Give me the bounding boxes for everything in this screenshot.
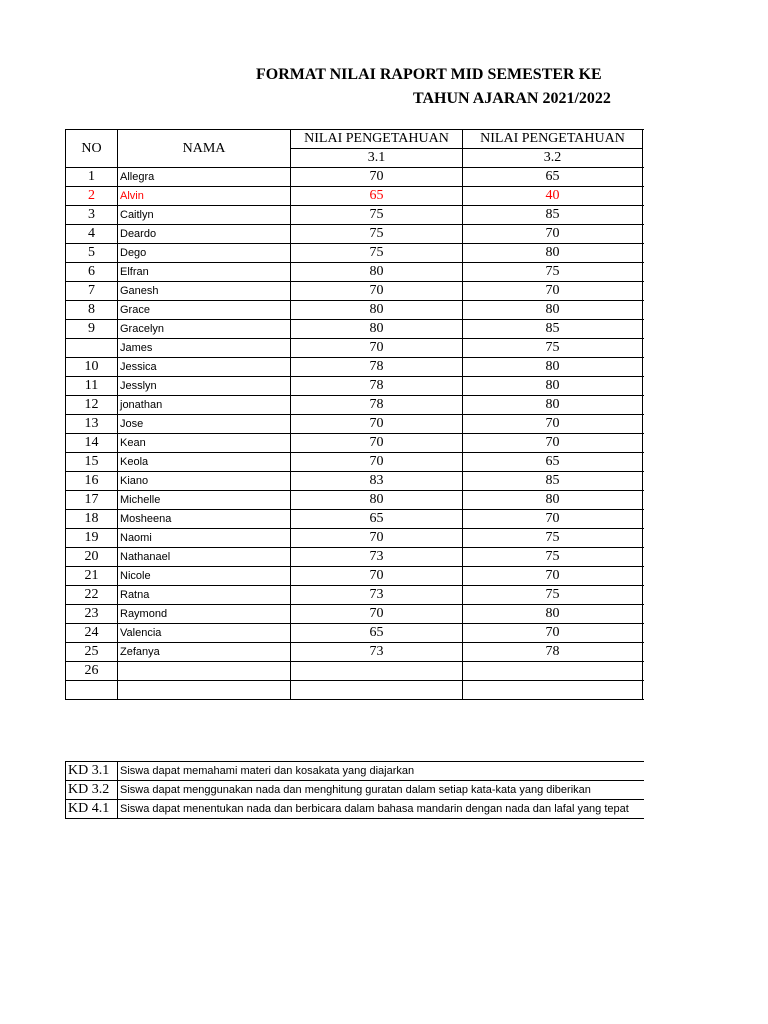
row-number: 6	[66, 263, 118, 282]
row-number: 1	[66, 168, 118, 187]
table-row	[66, 244, 645, 263]
nilai-3-1: 70	[291, 529, 463, 548]
nilai-3-2: 80	[463, 491, 643, 510]
extra-cell	[643, 586, 645, 605]
nilai-3-1: 73	[291, 586, 463, 605]
student-name: Gracelyn	[118, 320, 291, 339]
row-number: 9	[66, 320, 118, 339]
nilai-3-1: 70	[291, 605, 463, 624]
nilai-3-1: 65	[291, 187, 463, 206]
nilai-3-2: 65	[463, 168, 643, 187]
table-row	[66, 358, 645, 377]
extra-cell	[643, 434, 645, 453]
nilai-3-2: 78	[463, 643, 643, 662]
table-row	[66, 225, 645, 244]
nilai-3-1: 75	[291, 206, 463, 225]
extra-cell	[643, 662, 645, 681]
nilai-3-2: 40	[463, 187, 643, 206]
kd-description: Siswa dapat menggunakan nada dan menghitung guratan dalam setiap kata-kata yang diberikan	[118, 781, 645, 800]
nilai-3-1: 73	[291, 643, 463, 662]
nilai-3-1: 78	[291, 358, 463, 377]
row-number: 19	[66, 529, 118, 548]
extra-cell	[643, 263, 645, 282]
student-name: Raymond	[118, 605, 291, 624]
table-row	[66, 681, 645, 700]
table-row	[66, 472, 645, 491]
student-name: Michelle	[118, 491, 291, 510]
nilai-3-1: 73	[291, 548, 463, 567]
nilai-3-2: 70	[463, 282, 643, 301]
extra-cell	[643, 320, 645, 339]
row-number: 3	[66, 206, 118, 225]
extra-cell	[643, 453, 645, 472]
table-row	[66, 510, 645, 529]
extra-cell	[643, 396, 645, 415]
row-number: 22	[66, 586, 118, 605]
nilai-3-2	[463, 662, 643, 681]
row-number: 2	[66, 187, 118, 206]
student-name: Nathanael	[118, 548, 291, 567]
row-number: 21	[66, 567, 118, 586]
nilai-3-1: 75	[291, 225, 463, 244]
row-number: 26	[66, 662, 118, 681]
row-number: 25	[66, 643, 118, 662]
student-name: Deardo	[118, 225, 291, 244]
student-name: Jessica	[118, 358, 291, 377]
student-name	[118, 662, 291, 681]
nilai-3-1: 70	[291, 168, 463, 187]
nilai-3-1: 75	[291, 244, 463, 263]
nilai-3-2: 70	[463, 567, 643, 586]
row-number	[66, 681, 118, 700]
report-title: FORMAT NILAI RAPORT MID SEMESTER KE	[256, 66, 602, 83]
row-number: 17	[66, 491, 118, 510]
table-row	[66, 168, 645, 187]
student-name: Zefanya	[118, 643, 291, 662]
nilai-3-1: 78	[291, 377, 463, 396]
kd-row	[66, 781, 645, 800]
table-row	[66, 605, 645, 624]
student-name	[118, 681, 291, 700]
extra-cell	[643, 206, 645, 225]
extra-cell	[643, 567, 645, 586]
table-row	[66, 453, 645, 472]
student-name: Dego	[118, 244, 291, 263]
row-number: 13	[66, 415, 118, 434]
col-nilai1-header: NILAI PENGETAHUAN	[291, 130, 463, 149]
student-name: jonathan	[118, 396, 291, 415]
table-row	[66, 263, 645, 282]
col-extra-header	[643, 130, 645, 168]
kd-table	[65, 761, 644, 819]
extra-cell	[643, 339, 645, 358]
extra-cell	[643, 510, 645, 529]
row-number: 10	[66, 358, 118, 377]
nilai-3-2: 70	[463, 510, 643, 529]
table-row	[66, 339, 645, 358]
student-name: Kiano	[118, 472, 291, 491]
nilai-3-1: 80	[291, 320, 463, 339]
student-name: Alvin	[118, 187, 291, 206]
nilai-3-2: 80	[463, 244, 643, 263]
col-no-header: NO	[66, 130, 118, 168]
nilai-3-2	[463, 681, 643, 700]
col-nilai2-kd: 3.2	[463, 149, 643, 168]
student-name: Nicole	[118, 567, 291, 586]
nilai-3-1: 70	[291, 339, 463, 358]
nilai-3-2: 85	[463, 320, 643, 339]
extra-cell	[643, 168, 645, 187]
student-name: Elfran	[118, 263, 291, 282]
nilai-3-2: 80	[463, 396, 643, 415]
nilai-3-2: 85	[463, 206, 643, 225]
student-name: Ratna	[118, 586, 291, 605]
extra-cell	[643, 377, 645, 396]
nilai-3-1: 80	[291, 491, 463, 510]
table-row	[66, 282, 645, 301]
row-number: 20	[66, 548, 118, 567]
extra-cell	[643, 415, 645, 434]
extra-cell	[643, 187, 645, 206]
extra-cell	[643, 301, 645, 320]
extra-cell	[643, 472, 645, 491]
student-name: Jose	[118, 415, 291, 434]
row-number: 12	[66, 396, 118, 415]
student-name: Grace	[118, 301, 291, 320]
nilai-3-2: 85	[463, 472, 643, 491]
kd-description: Siswa dapat menentukan nada dan berbicara dalam bahasa mandarin dengan nada dan lafal yang tepat	[118, 800, 645, 819]
nilai-3-2: 80	[463, 358, 643, 377]
nilai-3-1: 65	[291, 510, 463, 529]
extra-cell	[643, 244, 645, 263]
row-number: 24	[66, 624, 118, 643]
nilai-3-2: 80	[463, 301, 643, 320]
table-row	[66, 643, 645, 662]
table-row	[66, 491, 645, 510]
row-number	[66, 339, 118, 358]
nilai-3-1: 70	[291, 453, 463, 472]
table-row	[66, 586, 645, 605]
col-nama-header: NAMA	[118, 130, 291, 168]
nilai-3-2: 75	[463, 548, 643, 567]
row-number: 23	[66, 605, 118, 624]
nilai-3-2: 75	[463, 529, 643, 548]
table-row	[66, 434, 645, 453]
nilai-3-2: 75	[463, 263, 643, 282]
nilai-3-1: 70	[291, 567, 463, 586]
table-row	[66, 320, 645, 339]
kd-description: Siswa dapat memahami materi dan kosakata yang diajarkan	[118, 762, 645, 781]
table-row	[66, 206, 645, 225]
extra-cell	[643, 529, 645, 548]
student-name: Ganesh	[118, 282, 291, 301]
nilai-3-1: 70	[291, 282, 463, 301]
kd-code: KD 3.2	[66, 781, 118, 800]
kd-code: KD 3.1	[66, 762, 118, 781]
academic-year-title: TAHUN AJARAN 2021/2022	[413, 90, 611, 107]
student-name: Keola	[118, 453, 291, 472]
extra-cell	[643, 282, 645, 301]
kd-table-container	[65, 761, 644, 821]
kd-row	[66, 800, 645, 819]
nilai-3-2: 70	[463, 434, 643, 453]
header-row	[66, 130, 645, 149]
nilai-3-1: 70	[291, 434, 463, 453]
col-nilai1-kd: 3.1	[291, 149, 463, 168]
table-row	[66, 529, 645, 548]
nilai-3-1: 78	[291, 396, 463, 415]
nilai-3-2: 80	[463, 377, 643, 396]
student-name: Mosheena	[118, 510, 291, 529]
table-row	[66, 377, 645, 396]
row-number: 8	[66, 301, 118, 320]
row-number: 7	[66, 282, 118, 301]
nilai-3-2: 75	[463, 586, 643, 605]
kd-code: KD 4.1	[66, 800, 118, 819]
extra-cell	[643, 624, 645, 643]
table-row	[66, 662, 645, 681]
extra-cell	[643, 605, 645, 624]
extra-cell	[643, 358, 645, 377]
nilai-3-1: 80	[291, 301, 463, 320]
extra-cell	[643, 548, 645, 567]
student-name: Allegra	[118, 168, 291, 187]
table-row	[66, 624, 645, 643]
nilai-3-1: 70	[291, 415, 463, 434]
table-row	[66, 548, 645, 567]
table-row	[66, 396, 645, 415]
nilai-3-2: 75	[463, 339, 643, 358]
col-nilai2-header: NILAI PENGETAHUAN	[463, 130, 643, 149]
kd-row	[66, 762, 645, 781]
nilai-3-2: 80	[463, 605, 643, 624]
nilai-3-2: 70	[463, 225, 643, 244]
nilai-3-1	[291, 662, 463, 681]
student-name: Naomi	[118, 529, 291, 548]
row-number: 4	[66, 225, 118, 244]
nilai-3-1: 80	[291, 263, 463, 282]
nilai-3-1: 83	[291, 472, 463, 491]
nilai-3-2: 70	[463, 624, 643, 643]
student-name: Jesslyn	[118, 377, 291, 396]
extra-cell	[643, 491, 645, 510]
row-number: 15	[66, 453, 118, 472]
nilai-3-1	[291, 681, 463, 700]
row-number: 14	[66, 434, 118, 453]
table-row	[66, 415, 645, 434]
student-name: James	[118, 339, 291, 358]
nilai-3-2: 70	[463, 415, 643, 434]
table-row	[66, 567, 645, 586]
extra-cell	[643, 225, 645, 244]
student-name: Caitlyn	[118, 206, 291, 225]
row-number: 11	[66, 377, 118, 396]
table-row	[66, 187, 645, 206]
extra-cell	[643, 643, 645, 662]
row-number: 16	[66, 472, 118, 491]
nilai-3-1: 65	[291, 624, 463, 643]
extra-cell	[643, 681, 645, 700]
grades-table-container	[65, 129, 644, 709]
table-row	[66, 301, 645, 320]
student-name: Kean	[118, 434, 291, 453]
grades-table	[65, 129, 644, 700]
row-number: 18	[66, 510, 118, 529]
student-name: Valencia	[118, 624, 291, 643]
row-number: 5	[66, 244, 118, 263]
nilai-3-2: 65	[463, 453, 643, 472]
